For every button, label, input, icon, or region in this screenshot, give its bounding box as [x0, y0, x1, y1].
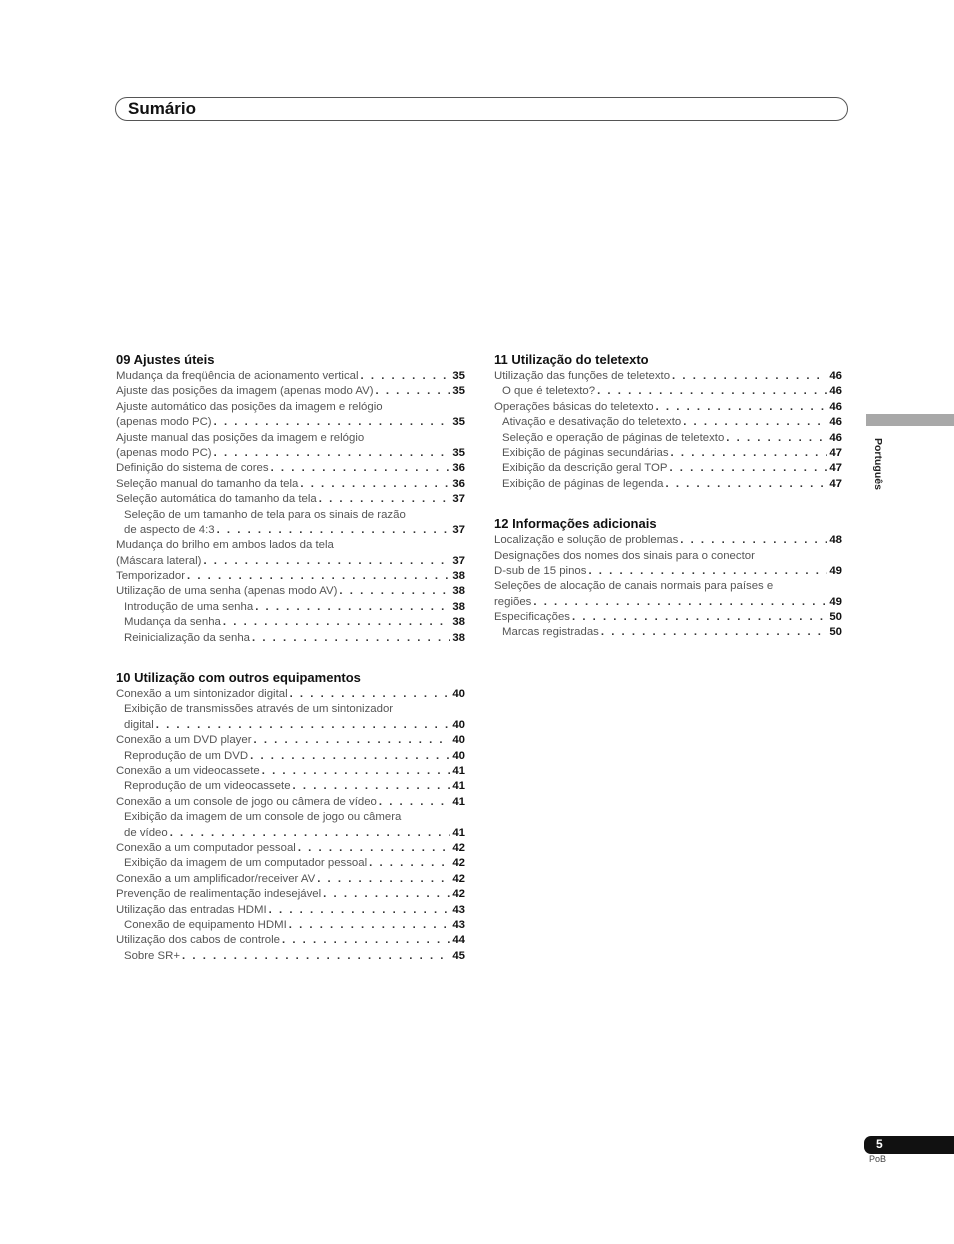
- dot-leader: [250, 749, 450, 764]
- toc-page-number: 37: [452, 493, 465, 506]
- dot-leader: [369, 856, 450, 871]
- toc-entry-text: Seleção de um tamanho de tela para os sinais de razão: [124, 508, 406, 521]
- toc-column-right: [494, 351, 842, 664]
- dot-leader: [669, 461, 827, 476]
- toc-section: [494, 351, 842, 492]
- toc-entry: [116, 600, 465, 615]
- toc-section: [116, 351, 465, 646]
- dot-leader: [656, 400, 828, 415]
- section-heading: 10 Utilização com outros equipamentos: [116, 670, 361, 686]
- toc-entry-text: Ativação e desativação do teletexto: [502, 416, 682, 429]
- toc-entry: [116, 631, 465, 646]
- toc-entry-text: Reprodução de um videocassete: [124, 780, 291, 793]
- dot-leader: [672, 369, 827, 384]
- section-heading: 09 Ajustes úteis: [116, 352, 215, 367]
- dot-leader: [361, 369, 451, 384]
- toc-entry: [494, 579, 842, 594]
- toc-entry-text: Exibição da imagem de um computador pessoal: [124, 857, 368, 870]
- toc-entry: [494, 415, 842, 430]
- toc-entry: [494, 610, 842, 625]
- dot-leader: [187, 569, 450, 584]
- toc-entry: [116, 584, 465, 599]
- toc-page-number: 42: [452, 857, 465, 870]
- toc-page-number: 35: [452, 446, 465, 459]
- toc-page-number: 46: [829, 370, 842, 382]
- toc-entry-text: (Máscara lateral): [116, 554, 202, 567]
- toc-entry: [116, 918, 465, 933]
- toc-entry-text: digital: [124, 718, 154, 731]
- language-label: Português: [872, 438, 884, 490]
- dot-leader: [683, 415, 827, 430]
- toc-page-number: 42: [452, 872, 465, 885]
- toc-entry: [116, 887, 465, 902]
- dot-leader: [379, 795, 450, 810]
- toc-page-number: 47: [829, 462, 842, 475]
- toc-entry: [116, 764, 465, 779]
- toc-page-number: 41: [452, 826, 465, 839]
- toc-page-number: 38: [452, 570, 465, 583]
- toc-entry-text: (apenas modo PC): [116, 446, 212, 459]
- toc-page-number: 38: [452, 616, 465, 629]
- dot-leader: [533, 595, 827, 610]
- toc-page-number: 40: [452, 718, 465, 731]
- toc-entry-text: Ajuste manual das posições da imagem e relógio: [116, 431, 365, 444]
- toc-entry: [116, 446, 465, 461]
- dot-leader: [597, 384, 827, 399]
- dot-leader: [375, 384, 450, 399]
- page-number-tab: [864, 1136, 954, 1154]
- dot-leader: [317, 872, 450, 887]
- toc-entry-text: Prevenção de realimentação indesejável: [116, 888, 322, 901]
- toc-entry-text: Conexão a um computador pessoal: [116, 841, 296, 854]
- toc-entry-text: (apenas modo PC): [116, 416, 212, 429]
- toc-entry: [116, 949, 465, 964]
- toc-page-number: 46: [829, 416, 842, 429]
- toc-entry-text: Marcas registradas: [502, 626, 599, 639]
- toc-entry: [116, 856, 465, 871]
- toc-page-number: 49: [829, 564, 842, 577]
- toc-page-number: 42: [452, 841, 465, 854]
- toc-page-number: 49: [829, 595, 842, 608]
- toc-page-number: 36: [452, 477, 465, 490]
- toc-entry-text: Designações dos nomes dos sinais para o conector: [494, 549, 755, 562]
- toc-entry-text: O que é teletexto?: [502, 385, 596, 398]
- toc-entry-text: Especificações: [494, 611, 570, 624]
- toc-entry-text: Sobre SR+: [124, 949, 181, 962]
- toc-entry-text: Conexão a um sintonizador digital: [116, 688, 288, 701]
- section-heading: 11 Utilização do teletexto: [494, 352, 649, 367]
- dot-leader: [271, 461, 451, 476]
- toc-entry-text: Mudança do brilho em ambos lados da tela: [116, 539, 334, 552]
- toc-page-number: 47: [829, 446, 842, 459]
- toc-page-number: 46: [829, 385, 842, 398]
- toc-entry-text: Utilização das funções de teletexto: [494, 370, 671, 382]
- dot-leader: [269, 903, 451, 918]
- toc-entry: [494, 564, 842, 579]
- toc-entry: [494, 477, 842, 492]
- toc-page-number: 35: [452, 385, 465, 398]
- toc-entry: [494, 431, 842, 446]
- toc-entry-text: de vídeo: [124, 826, 168, 839]
- toc-entry-text: Utilização de uma senha (apenas modo AV): [116, 585, 338, 598]
- toc-entry: [494, 369, 842, 384]
- dot-leader: [214, 415, 451, 430]
- dot-leader: [726, 431, 827, 446]
- toc-page-number: 38: [452, 600, 465, 613]
- dot-leader: [671, 446, 828, 461]
- language-code: PoB: [869, 1154, 887, 1164]
- language-tab: [866, 414, 954, 426]
- toc-page-number: 41: [452, 764, 465, 777]
- toc-entry-text: Ajuste das posições da imagem (apenas modo AV): [116, 385, 374, 398]
- section-heading: 12 Informações adicionais: [494, 516, 657, 532]
- toc-entry: [494, 400, 842, 415]
- toc-entry: [116, 477, 465, 492]
- toc-page-number: 41: [452, 780, 465, 793]
- toc-entry-text: Conexão a um DVD player: [116, 734, 252, 747]
- toc-entry: [116, 384, 465, 399]
- toc-entry-text: Exibição de páginas secundárias: [502, 446, 669, 459]
- dot-leader: [290, 687, 451, 702]
- dot-leader: [203, 554, 450, 569]
- dot-leader: [339, 584, 450, 599]
- toc-entry-text: Seleção automática do tamanho da tela: [116, 493, 317, 506]
- toc-entry-text: Utilização dos cabos de controle: [116, 934, 280, 947]
- dot-leader: [255, 600, 450, 615]
- toc-entry: [116, 718, 465, 733]
- toc-page-number: 43: [452, 903, 465, 916]
- toc-entry-text: Conexão a um console de jogo ou câmera de vídeo: [116, 795, 377, 808]
- dot-leader: [666, 477, 828, 492]
- toc-entry-text: Utilização das entradas HDMI: [116, 903, 267, 916]
- toc-entry-text: Conexão a um videocassete: [116, 764, 260, 777]
- toc-entry-text: Mudança da senha: [124, 616, 221, 629]
- toc-entry-text: Seleções de alocação de canais normais para países e: [494, 580, 774, 593]
- toc-section: [494, 515, 842, 641]
- toc-entry: [494, 461, 842, 476]
- toc-entry-text: Ajuste automático das posições da imagem e relógio: [116, 400, 383, 413]
- dot-leader: [252, 631, 450, 646]
- toc-entry: [116, 523, 465, 538]
- toc-entry: [494, 384, 842, 399]
- toc-page-number: 44: [452, 934, 465, 947]
- toc-entry: [116, 569, 465, 584]
- toc-entry: [494, 533, 842, 548]
- toc-page-number: 42: [452, 888, 465, 901]
- toc-entry: [116, 554, 465, 569]
- toc-entry: [494, 446, 842, 461]
- toc-entry: [116, 795, 465, 810]
- page-number: 5: [876, 1137, 883, 1151]
- toc-entry: [116, 933, 465, 948]
- toc-page-number: 43: [452, 918, 465, 931]
- dot-leader: [289, 918, 451, 933]
- toc-entry-text: Temporizador: [116, 570, 186, 583]
- toc-page-number: 37: [452, 523, 465, 536]
- toc-entry-text: Mudança da freqüência de acionamento vertical: [116, 370, 359, 382]
- toc-entry: [116, 872, 465, 887]
- toc-page-number: 40: [452, 749, 465, 762]
- dot-leader: [319, 492, 451, 507]
- toc-entry: [116, 903, 465, 918]
- toc-entry: [116, 461, 465, 476]
- toc-entry-text: Introdução de uma senha: [124, 600, 254, 613]
- toc-entry-text: Reinicialização da senha: [124, 631, 251, 644]
- toc-entry: [116, 749, 465, 764]
- toc-entry-text: Exibição de transmissões através de um sintonizador: [124, 703, 394, 716]
- toc-page-number: 40: [452, 688, 465, 701]
- toc-page-number: 45: [452, 949, 465, 962]
- toc-entry: [116, 779, 465, 794]
- toc-entry: [116, 538, 465, 553]
- toc-entry-text: Conexão a um amplificador/receiver AV: [116, 872, 316, 885]
- dot-leader: [156, 718, 451, 733]
- toc-section: [116, 669, 465, 964]
- toc-entry: [116, 415, 465, 430]
- dot-leader: [588, 564, 827, 579]
- toc-entry: [116, 826, 465, 841]
- toc-entry: [116, 492, 465, 507]
- toc-entry: [116, 687, 465, 702]
- toc-entry-text: Exibição de páginas de legenda: [502, 477, 664, 490]
- toc-entry: [116, 810, 465, 825]
- dot-leader: [223, 615, 450, 630]
- dot-leader: [572, 610, 827, 625]
- toc-entry-text: Reprodução de um DVD: [124, 749, 249, 762]
- toc-page-number: 40: [452, 734, 465, 747]
- toc-entry: [116, 733, 465, 748]
- toc-entry-text: Seleção e operação de páginas de teletexto: [502, 431, 725, 444]
- toc-entry: [116, 400, 465, 415]
- toc-entry-text: Definição do sistema de cores: [116, 462, 269, 475]
- toc-entry: [116, 431, 465, 446]
- dot-leader: [293, 779, 451, 794]
- toc-page-number: 38: [452, 585, 465, 598]
- dot-leader: [282, 933, 450, 948]
- toc-entry-text: Operações básicas do teletexto: [494, 400, 654, 413]
- toc-page-number: 37: [452, 554, 465, 567]
- dot-leader: [680, 533, 827, 548]
- toc-page-number: 50: [829, 611, 842, 624]
- toc-page-number: 48: [829, 534, 842, 547]
- dot-leader: [262, 764, 451, 779]
- toc-page-number: 47: [829, 477, 842, 490]
- dot-leader: [217, 523, 451, 538]
- dot-leader: [170, 826, 451, 841]
- toc-entry-text: Exibição da descrição geral TOP: [502, 462, 668, 475]
- toc-entry: [494, 595, 842, 610]
- dot-leader: [323, 887, 450, 902]
- toc-page-number: 35: [452, 416, 465, 429]
- title-bar: [115, 97, 848, 121]
- toc-entry-text: D-sub de 15 pinos: [494, 564, 587, 577]
- toc-entry: [116, 615, 465, 630]
- dot-leader: [298, 841, 451, 856]
- dot-leader: [254, 733, 451, 748]
- toc-entry: [116, 508, 465, 523]
- toc-entry-text: de aspecto de 4:3: [124, 523, 215, 536]
- toc-column-left: [116, 351, 465, 987]
- dot-leader: [182, 949, 450, 964]
- toc-page-number: 38: [452, 631, 465, 644]
- toc-page-number: 46: [829, 400, 842, 413]
- dot-leader: [601, 625, 827, 640]
- toc-entry-text: Exibição da imagem de um console de jogo ou câmera: [124, 811, 402, 824]
- dot-leader: [214, 446, 451, 461]
- toc-entry: [116, 369, 465, 384]
- dot-leader: [300, 477, 450, 492]
- page-title: Sumário: [128, 99, 197, 118]
- toc-entry: [494, 549, 842, 564]
- toc-entry-text: Seleção manual do tamanho da tela: [116, 477, 299, 490]
- toc-page-number: 46: [829, 431, 842, 444]
- toc-page-number: 35: [452, 370, 465, 382]
- toc-entry-text: regiões: [494, 595, 532, 608]
- toc-page-number: 41: [452, 795, 465, 808]
- toc-page-number: 36: [452, 462, 465, 475]
- toc-page-number: 50: [829, 626, 842, 639]
- toc-entry: [116, 702, 465, 717]
- toc-entry-text: Conexão de equipamento HDMI: [124, 918, 287, 931]
- toc-entry: [494, 625, 842, 640]
- toc-entry: [116, 841, 465, 856]
- toc-entry-text: Localização e solução de problemas: [494, 534, 679, 547]
